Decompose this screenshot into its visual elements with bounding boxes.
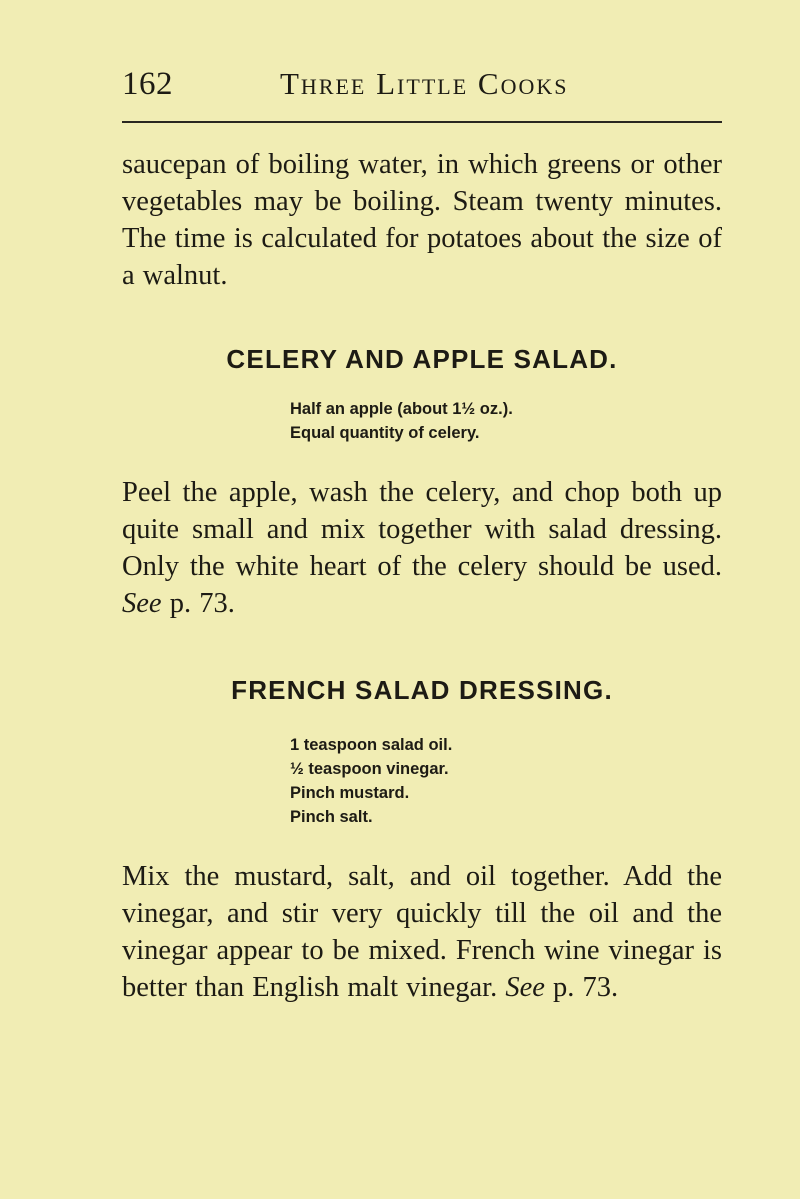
ingredient-list-celery-apple-salad xyxy=(290,397,513,445)
method-text: Mix the mustard, salt, and oil together. Add the vinegar, and stir very quickly till the oil and the vinegar appear to be mixed. French wine vinegar is better than English malt vinegar. xyxy=(122,861,722,1003)
ingredient-item: ½ teaspoon vinegar. xyxy=(290,760,449,778)
recipe-title-french-salad-dressing: FRENCH SALAD DRESSING. xyxy=(231,675,613,705)
method-paragraph-celery-apple-salad xyxy=(122,474,722,622)
see-reference-page: p. 73. xyxy=(544,972,619,1003)
page-number: 162 xyxy=(122,66,173,102)
see-reference-label: See xyxy=(505,972,545,1003)
see-reference-label: See xyxy=(122,588,162,619)
ingredient-item: Pinch mustard. xyxy=(290,784,410,802)
ingredient-item: Pinch salt. xyxy=(290,808,373,826)
running-head xyxy=(122,66,722,110)
recipe-title-celery-apple-salad: CELERY AND APPLE SALAD. xyxy=(226,344,618,374)
ingredient-item: Equal quantity of celery. xyxy=(290,424,480,442)
see-reference-page: p. 73. xyxy=(161,588,235,619)
header-rule xyxy=(122,121,722,123)
method-text: Peel the apple, wash the celery, and chop both up quite small and mix together with salad dressing. Only the white heart of the celery should be used. xyxy=(122,477,722,582)
intro-paragraph: saucepan of boiling water, in which greens or other vegetables may be boiling. Steam twenty minutes. The time is calculated for potatoes about the size of a walnut. xyxy=(122,149,722,291)
running-title: Three Little Cooks xyxy=(280,66,569,101)
ingredient-list-french-salad-dressing xyxy=(290,733,452,829)
method-paragraph-french-salad-dressing xyxy=(122,858,722,1006)
ingredient-item: 1 teaspoon salad oil. xyxy=(290,736,453,754)
ingredient-item: Half an apple (about 1½ oz.). xyxy=(290,400,513,418)
